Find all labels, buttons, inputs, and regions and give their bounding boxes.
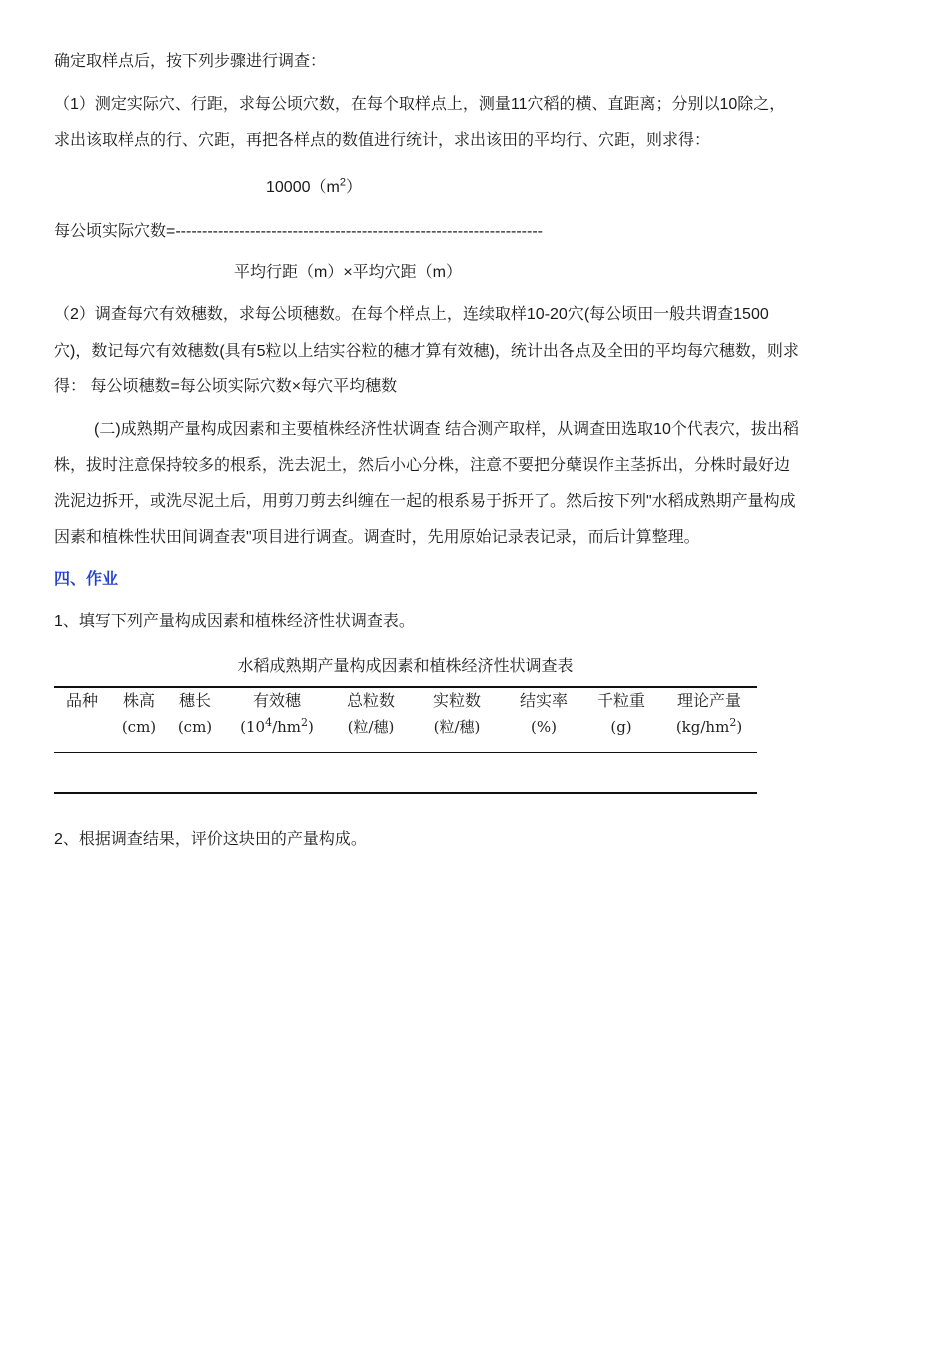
table-bottom-rule — [54, 792, 757, 794]
section2-line1: (二)成熟期产量构成因素和主要植株经济性状调查 结合测产取样，从调查田选取10个代表穴，拔出稻 — [94, 421, 799, 438]
step1-line2: 求出该取样点的行、穴距，再把各样点的数值进行统计，求出该田的平均行、穴距，则求得： — [54, 132, 711, 149]
col-filled-grains: 实粒数 (粒/穗) — [432, 691, 481, 736]
table-top-rule — [54, 686, 757, 688]
step1-line1: （1）测定实际穴、行距，求每公顷穴数，在每个取样点上，测量11穴稻的横、直距离；分别以10除之， — [54, 96, 786, 113]
intro-text: 确定取样点后，按下列步骤进行调查： — [54, 53, 327, 70]
col-thousand-grain-weight: 千粒重 (g) — [596, 691, 645, 736]
step2-line1: （2）调查每穴有效穗数，求每公顷穗数。在每个样点上，连续取样10-20穴(每公顷田一般共谓查1500 — [54, 306, 769, 323]
step2-line3: 得： 每公顷穗数=每公顷实际穴数×每穴平均穗数 — [54, 378, 398, 395]
col-variety: 品种 — [65, 691, 98, 710]
homework-item1: 1、填写下列产量构成因素和植株经济性状调查表。 — [54, 613, 415, 630]
homework-item2: 2、根据调查结果，评价这块田的产量构成。 — [54, 831, 367, 848]
col-total-grains: 总粒数 (粒/穗) — [346, 691, 395, 736]
col-plant-height: 株高 (cm) — [121, 691, 157, 736]
col-panicle-length: 穗长 (cm) — [177, 691, 213, 736]
col-seed-setting-rate: 结实率 (%) — [519, 691, 568, 736]
section2-line4: 因素和植株性状田间调查表"项目进行调查。调查时，先用原始记录表记录，而后计算整理。 — [54, 529, 700, 546]
step2-line2: 穴)，数记每穴有效穗数(具有5粒以上结实谷粒的穗才算有效穗)，统计出各点及全田的平均每穴穗数，则求 — [54, 343, 799, 360]
homework-heading: 四、作业 — [54, 571, 119, 588]
formula-denominator: 平均行距（m）×平均穴距（m） — [234, 264, 463, 281]
formula-label: 每公顷实际穴数=--------------------------------------------------------------------- — [54, 223, 543, 240]
formula-numerator: $10000(m^2)$ — [266, 176, 362, 196]
table-title: 水稻成熟期产量构成因素和植株经济性状调查表 — [237, 658, 574, 675]
col-theoretical-yield: 理论产量 $(kg/hm^2)$ — [675, 691, 743, 736]
col-effective-panicles: 有效穗 $(10^4/hm^2)$ — [240, 691, 314, 736]
section2-line2: 株，拔时注意保持较多的根系，洗去泥土，然后小心分株，注意不要把分蘖误作主茎拆出，分株时最好边 — [54, 457, 791, 474]
table-header-rule — [54, 752, 757, 753]
section2-line3: 洗泥边拆开，或洗尽泥土后，用剪刀剪去纠缠在一起的根系易于拆开了。然后按下列"水稻成熟期产量构成 — [54, 493, 796, 510]
